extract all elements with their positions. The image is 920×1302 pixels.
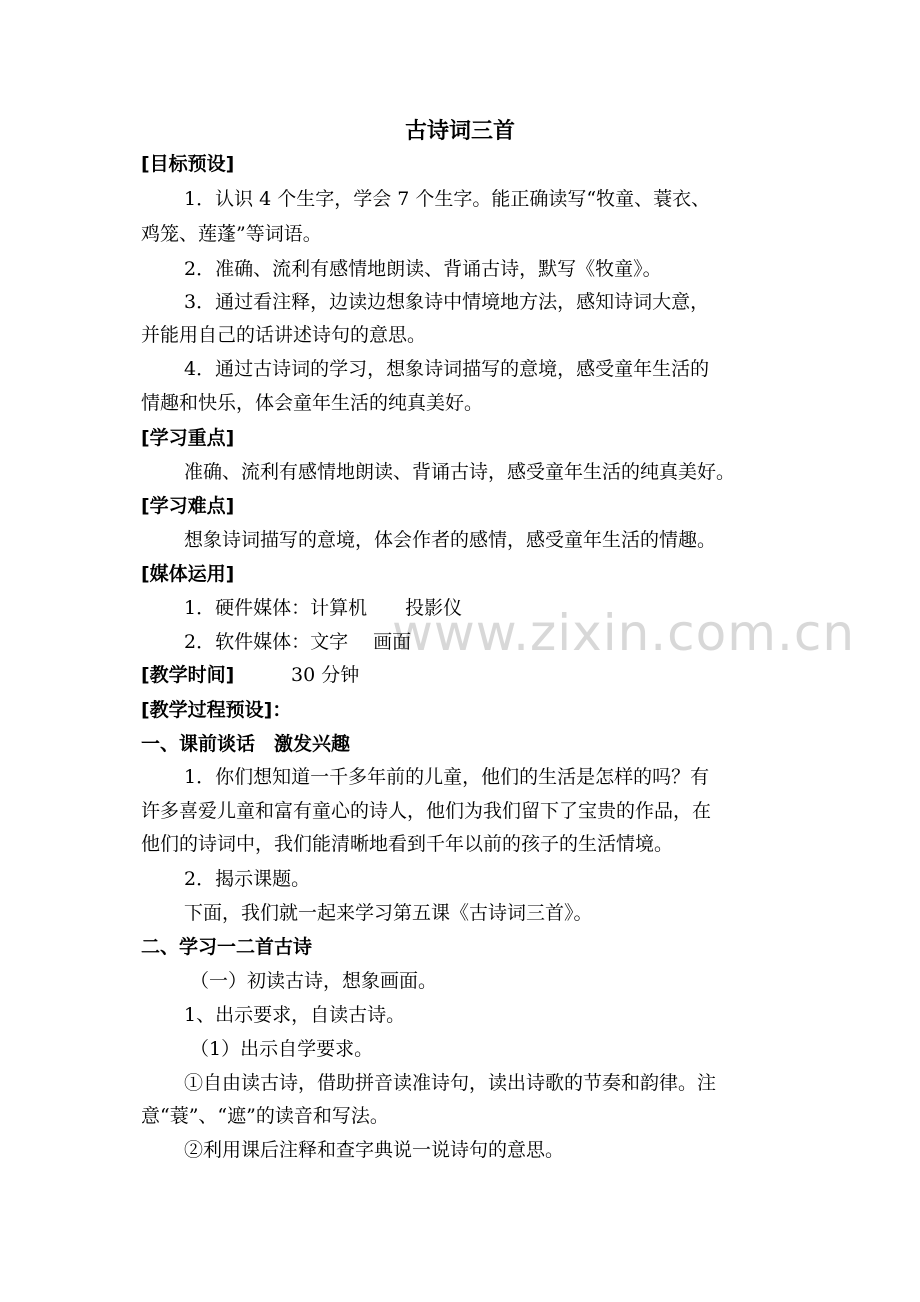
goal-1-line-1: 1．认识 4 个生字，学会 7 个生字。能正确读写“牧童、蓑衣、: [184, 188, 711, 210]
section-2-step-1-1-1: （1）出示自学要求。: [190, 1038, 374, 1060]
goal-1-line-2: 鸡笼、莲蓬”等词语。: [141, 223, 322, 245]
requirement-1-line-2: 意“蓑”、“遮”的读音和写法。: [141, 1105, 389, 1127]
section-2-heading: 二、学习一二首古诗: [141, 936, 313, 958]
heading-goals: [目标预设]: [141, 153, 235, 175]
heading-key-points: [学习重点]: [141, 427, 235, 449]
requirement-1-line-1: ①自由读古诗，借助拼音读准诗句，读出诗歌的节奏和韵律。注: [184, 1072, 717, 1094]
teaching-time-value: 30 分钟: [291, 664, 360, 686]
goal-4-line-1: 4．通过古诗词的学习，想象诗词描写的意境，感受童年生活的: [184, 358, 710, 380]
goal-3-line-1: 3．通过看注释，边读边想象诗中情境地方法，感知诗词大意，: [184, 291, 710, 313]
watermark: www.zixin.com.cn: [392, 604, 856, 662]
difficulties-text: 想象诗词描写的意境，体会作者的感情，感受童年生活的情趣。: [184, 529, 717, 551]
section-2-step-1-1: 1、出示要求，自读古诗。: [184, 1004, 406, 1026]
goal-3-line-2: 并能用自己的话讲述诗句的意思。: [141, 324, 427, 346]
heading-teaching-process: [教学过程预设]：: [141, 699, 292, 721]
section-1-item-2: 2．揭示课题。: [184, 868, 311, 890]
goal-4-line-2: 情趣和快乐，体会童年生活的纯真美好。: [141, 392, 484, 414]
heading-media: [媒体运用]: [141, 563, 235, 585]
heading-teaching-time: [教学时间]: [141, 664, 235, 686]
section-2-step-1: （一）初读古诗，想象画面。: [190, 970, 438, 992]
goal-2: 2．准确、流利有感情地朗读、背诵古诗，默写《牧童》。: [184, 258, 662, 280]
section-1-item-1-line-3: 他们的诗词中，我们能清晰地看到千年以前的孩子的生活情境。: [141, 833, 674, 855]
section-1-heading: 一、课前谈话 激发兴趣: [141, 733, 351, 755]
requirement-2: ②利用课后注释和查字典说一说诗句的意思。: [184, 1139, 565, 1161]
page-title: 古诗词三首: [404, 119, 515, 144]
section-1-item-1-line-1: 1．你们想知道一千多年前的儿童，他们的生活是怎样的吗？有: [184, 766, 710, 788]
section-1-item-1-line-2: 许多喜爱儿童和富有童心的诗人，他们为我们留下了宝贵的作品，在: [141, 800, 712, 822]
key-points-text: 准确、流利有感情地朗读、背诵古诗，感受童年生活的纯真美好。: [184, 461, 736, 483]
section-1-intro: 下面，我们就一起来学习第五课《古诗词三首》。: [184, 902, 593, 924]
media-software: 2．软件媒体：文字 画面: [184, 631, 412, 653]
heading-difficulties: [学习难点]: [141, 495, 235, 517]
media-hardware: 1．硬件媒体：计算机 投影仪: [184, 597, 463, 619]
